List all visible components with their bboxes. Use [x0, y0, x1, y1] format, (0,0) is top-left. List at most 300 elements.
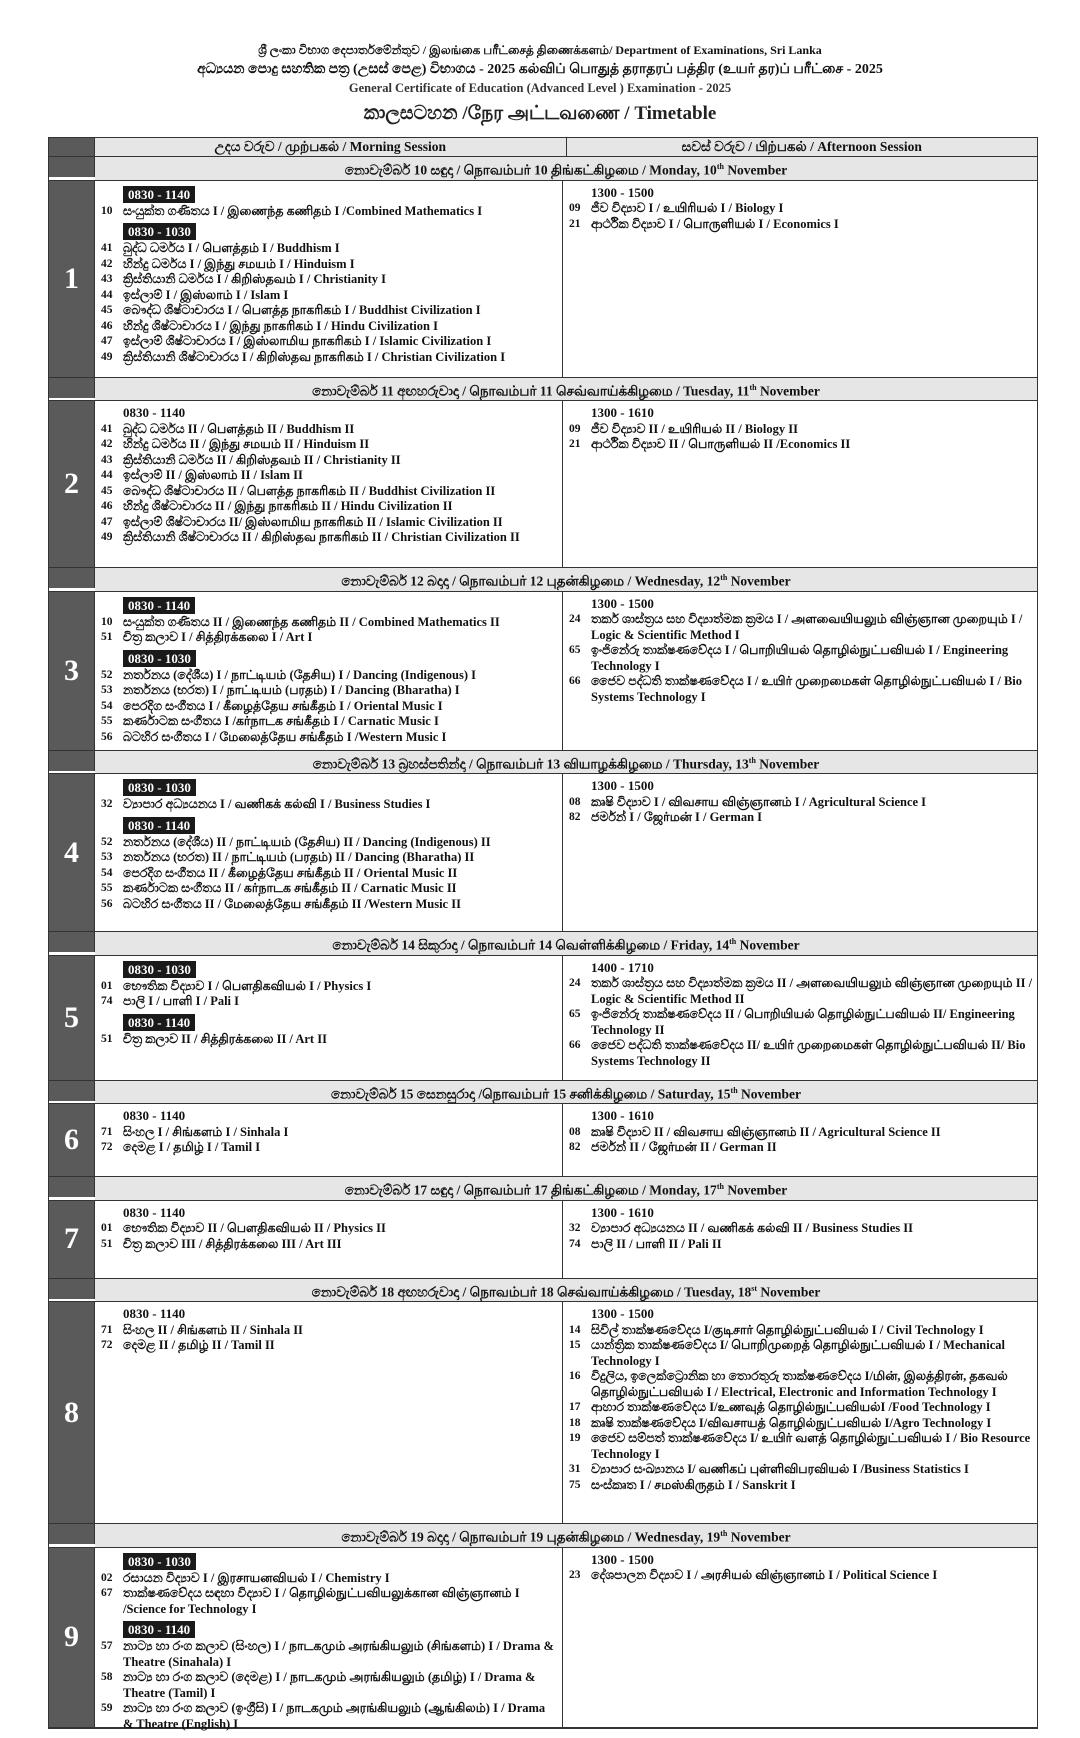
subject-code: 55	[101, 715, 113, 727]
number-column-spacer	[49, 157, 95, 177]
subject-item	[101, 1701, 558, 1732]
subject-item	[101, 866, 558, 882]
afternoon-cell	[562, 774, 1037, 931]
subject-item	[101, 668, 558, 684]
subject-item	[569, 1140, 1033, 1156]
day-block	[49, 592, 1037, 751]
time-slot: 0830 - 1030	[123, 650, 196, 667]
date-text: නොවැම්බර් 10 සඳුදා / நொவம்பர் 10 திங்கட்கிழமை / Monday, 10	[344, 162, 717, 178]
day-number: 4	[49, 774, 95, 931]
subject-item	[569, 1400, 1033, 1416]
time-slot: 0830 - 1140	[123, 1306, 186, 1321]
morning-cell	[95, 1302, 562, 1523]
subject-name: ජෛව පද්ධති තාක්ෂණවේදය I / உயிர் முறைமைகள் தொழில்நுட்பவியல் I / Bio Systems Technology I	[591, 674, 1023, 704]
number-column-spacer	[49, 1524, 95, 1544]
subject-code: 72	[101, 1339, 113, 1351]
subject-name: පාලි II / பாளி II / Pali II	[591, 1236, 722, 1251]
subject-code: 51	[101, 1032, 113, 1045]
afternoon-session-header: සවස් වරුව / பிற்பகல் / Afternoon Session	[566, 138, 1038, 156]
subject-code: 01	[101, 1222, 113, 1234]
day-block	[49, 956, 1037, 1081]
subject-code: 55	[101, 882, 113, 894]
subject-name: සිවිල් තාක්ෂණවේදය I/குடிசார் தொழில்நுட்பவியல் I / Civil Technology I	[591, 1322, 984, 1337]
subject-item	[569, 217, 1033, 233]
subject-code: 23	[569, 1569, 581, 1581]
subject-item	[101, 683, 558, 699]
subject-name: නර්තනය (භරත) II / நாட்டியம் (பரதம்) II / Dancing (Bharatha) II	[123, 850, 475, 864]
subject-code: 08	[569, 1125, 581, 1138]
department-line: ශ්‍රී ලංකා විභාග දෙපාර්තමේන්තුව / இலங்கை பரீட்சைத் திணைக்களம்/ Department of Examinations, Sri Lanka	[258, 43, 822, 57]
number-column-spacer	[49, 1279, 95, 1299]
subject-code: 75	[569, 1478, 581, 1491]
day-header-row	[49, 157, 1037, 181]
number-column-spacer	[49, 568, 95, 588]
subject-item	[101, 1125, 558, 1141]
subject-item	[101, 1221, 558, 1237]
date-ordinal: th	[749, 382, 757, 392]
subject-code: 66	[569, 1039, 581, 1051]
subject-code: 54	[101, 699, 113, 712]
day-date-label	[95, 751, 1037, 774]
exam-title-local: අධ්‍යයන පොදු සහතික පත්‍ර (උසස් පෙළ) විභාගය - 2025 கல்விப் பொதுத் தராதரப் பத்திர (உயர் தர)ப் பரீட்சை - 2025	[197, 62, 883, 77]
subject-code: 01	[101, 979, 113, 992]
subject-name: රසායන විද්‍යාව I / இரசாயனவியல் I / Chemistry I	[123, 1570, 390, 1585]
date-text: නොවැම්බර් 12 බදාදා / நொவம்பர் 12 புதன்கிழமை / Wednesday, 12	[341, 573, 721, 589]
subject-item	[569, 1038, 1033, 1069]
subject-code: 71	[101, 1323, 113, 1336]
subject-name: බුද්ධ ධර්මය II / பௌத்தம் II / Buddhism II	[123, 421, 355, 436]
day-number: 3	[49, 592, 95, 750]
afternoon-cell	[562, 1302, 1037, 1523]
subject-name: ජර්මන් II / ஜேர்மன் II / German II	[591, 1140, 777, 1154]
subject-code: 09	[569, 422, 581, 435]
subject-code: 21	[569, 438, 581, 450]
subject-name: නර්තනය (දේශීය) I / நாட்டியம் (தேசிய) I / Dancing (Indigenous) I	[123, 667, 476, 682]
subject-item	[101, 257, 558, 273]
date-month: November	[756, 383, 820, 398]
subject-name: නාට්‍ය හා රංග කලාව (දෙමළ) I / நாடகமும் அரங்கியலும் (தமிழ்) I / Drama & Theatre (Tamil) I	[123, 1670, 536, 1700]
subject-code: 71	[101, 1125, 113, 1138]
day-date-label	[95, 568, 1037, 591]
subject-item	[101, 437, 558, 453]
time-slot: 0830 - 1140	[123, 1108, 186, 1123]
day-date-label	[95, 1524, 1037, 1547]
subject-code: 32	[101, 798, 113, 810]
subject-code: 65	[569, 1008, 581, 1020]
subject-code: 08	[569, 795, 581, 808]
date-month: November	[757, 1284, 821, 1299]
day-header-row	[49, 1279, 1037, 1303]
date-ordinal: th	[748, 755, 756, 765]
subject-name: සංස්කෘත I / சமஸ்கிருதம் I / Sanskrit I	[591, 1477, 796, 1492]
subject-item	[569, 1221, 1033, 1237]
day-header-row	[49, 1081, 1037, 1105]
subject-name: ජීව විද්‍යාව I / உயிரியல் I / Biology I	[591, 201, 784, 215]
subject-code: 41	[101, 422, 113, 435]
subject-name: විදුලිය, ඉලෙක්ට්‍රොනික හා තොරතුරු තාක්ෂණවේදය I/மின், இலத்திரன், தகவல் தொழில்நுட்பவியல் I / Electrical, Electronic and Information Technology I	[591, 1369, 1008, 1399]
subject-name: ඉස්ලාම් ශිෂ්ටාචාරය I / இஸ்லாமிய நாகரிகம் I / Islamic Civilization I	[123, 334, 492, 348]
subject-item	[101, 1338, 558, 1354]
subject-code: 52	[101, 835, 113, 848]
subject-item	[569, 612, 1033, 643]
subject-item	[101, 730, 558, 746]
time-slot: 1300 - 1500	[591, 1306, 654, 1321]
subject-code: 51	[101, 1237, 113, 1250]
subject-name: භෞතික විද්‍යාව I / பௌதிகவியல் I / Physics I	[123, 978, 372, 993]
group-spacer	[101, 219, 558, 221]
day-header-row	[49, 932, 1037, 956]
group-spacer	[101, 813, 558, 815]
subject-name: ආර්ථික විද්‍යාව II / பொருளியல் II /Economics II	[591, 437, 851, 451]
date-month: November	[737, 1086, 802, 1101]
subject-code: 42	[101, 257, 113, 270]
subject-item	[569, 1568, 1033, 1584]
subject-item	[101, 530, 558, 546]
subject-code: 49	[101, 531, 113, 543]
subject-name: පෙරදිග සංගීතය I / கீழைத்தேய சங்கீதம் I / Oriental Music I	[123, 698, 443, 713]
afternoon-cell	[562, 1548, 1037, 1727]
group-spacer	[101, 1617, 558, 1619]
date-ordinal: th	[720, 1529, 728, 1538]
subject-item	[569, 810, 1033, 826]
subject-name: බටහිර සංගීතය II / மேலைத்தேய சங்கீதம் II /Western Music II	[123, 896, 461, 911]
subject-name: කර්ණාටක සංගීතය II / கர்நாடக சங்கீதம் II / Carnatic Music II	[123, 881, 457, 895]
subject-item	[569, 1125, 1033, 1141]
subject-code: 10	[101, 204, 113, 217]
subject-item	[101, 1670, 558, 1701]
subject-code: 59	[101, 1702, 113, 1714]
subject-item	[101, 499, 558, 515]
subject-code: 17	[569, 1401, 581, 1413]
subject-item	[101, 1586, 558, 1617]
subject-code: 74	[101, 995, 113, 1007]
afternoon-cell	[562, 592, 1037, 750]
time-slot: 1300 - 1500	[591, 1551, 654, 1567]
subject-name: ආර්ථික විද්‍යාව I / பொருளியல் I / Economics I	[591, 216, 839, 231]
subject-item	[101, 1237, 558, 1253]
day-header-row	[49, 1524, 1037, 1548]
subject-code: 45	[101, 484, 113, 497]
subject-code: 24	[569, 613, 581, 625]
subject-name: බුද්ධ ධර්මය I / பௌத்தம் I / Buddhism I	[123, 241, 340, 255]
number-column-spacer	[49, 1177, 95, 1197]
morning-cell	[95, 401, 562, 567]
subject-item	[101, 835, 558, 851]
date-text: නොවැම්බර් 15 සෙනසුරාදා /நொவம்பர் 15 சனிக்கிழமை / Saturday, 15	[330, 1086, 731, 1101]
day-number: 9	[49, 1548, 95, 1727]
day-header-row	[49, 751, 1037, 775]
day-number: 5	[49, 956, 95, 1080]
afternoon-cell	[562, 181, 1037, 377]
subject-name: ඉස්ලාම් I / இஸ்லாம் I / Islam I	[123, 287, 289, 302]
subject-name: ව්‍යාපාර අධ්‍යයනය II / வணிகக் கல்வி II / Business Studies II	[591, 1221, 914, 1235]
subject-name: කෘෂි විද්‍යාව I / விவசாய விஞ்ஞானம் I / Agricultural Science I	[591, 794, 927, 809]
time-slot: 0830 - 1030	[123, 223, 196, 240]
subject-code: 44	[101, 469, 113, 481]
subject-code: 19	[569, 1432, 581, 1444]
time-slot: 0830 - 1030	[123, 1553, 196, 1570]
time-slot: 1300 - 1500	[591, 595, 654, 611]
morning-cell	[95, 181, 562, 377]
date-ordinal: th	[716, 162, 724, 171]
session-header-row	[49, 138, 1037, 157]
subject-name: චිත්‍ර කලාව I / சித்திரக்கலை I / Art I	[123, 630, 313, 644]
subject-item	[101, 288, 558, 304]
subject-code: 10	[101, 615, 113, 628]
date-month: November	[736, 937, 800, 953]
group-spacer	[101, 1010, 558, 1012]
morning-cell	[95, 592, 562, 750]
subject-item	[101, 1571, 558, 1587]
subject-name: බටහිර සංගීතය I / மேலைத்தேய சங்கீதம் I /Western Music I	[123, 729, 447, 744]
morning-cell	[95, 1548, 562, 1731]
subject-name: නර්තනය (භරත) I / நாட்டியம் (பரதம்) I / Dancing (Bharatha) I	[123, 683, 460, 697]
subject-item	[101, 699, 558, 715]
number-column-spacer	[49, 378, 95, 398]
subject-code: 15	[569, 1339, 581, 1351]
timetable-title: කාලසටහන /நேர அட்டவணை / Timetable	[363, 103, 717, 124]
subject-name: බෞද්ධ ශිෂ්ටාචාරය I / பௌத்த நாகரிகம் I / Buddhist Civilization I	[123, 303, 481, 317]
subject-name: හින්දු ධර්මය II / இந்து சமயம் II / Hinduism II	[123, 437, 370, 451]
subject-item	[569, 1462, 1033, 1478]
subject-name: ජර්මන් I / ஜேர்மன் I / German I	[591, 810, 763, 824]
day-block	[49, 1201, 1037, 1279]
day-block	[49, 401, 1037, 568]
number-column-spacer	[49, 932, 95, 952]
subject-code: 45	[101, 304, 113, 316]
subject-code: 52	[101, 668, 113, 681]
day-number: 6	[49, 1104, 95, 1176]
subject-name: දෙමළ II / தமிழ் II / Tamil II	[123, 1338, 275, 1352]
subject-item	[101, 994, 558, 1010]
subject-name: සංයුක්ත ගණිතය I / இணைந்த கணிதம் I /Combined Mathematics I	[123, 203, 483, 218]
date-text: නොවැම්බර් 17 සඳුදා / நொவம்பர் 17 திங்கட்கிழமை / Monday, 17	[344, 1182, 717, 1198]
time-slot: 0830 - 1140	[123, 1621, 195, 1638]
subject-item	[101, 319, 558, 335]
time-slot: 1300 - 1610	[591, 405, 654, 420]
morning-cell	[95, 774, 562, 931]
subject-name: ආහාර තාක්ෂණවේදය I/உணவுத் தொழில்நுட்பவியல்I /Food Technology I	[591, 1400, 991, 1414]
subject-item	[569, 1478, 1033, 1494]
subject-name: දෙමළ I / தமிழ் I / Tamil I	[123, 1140, 261, 1154]
day-date-label	[95, 1081, 1037, 1104]
subject-code: 65	[569, 644, 581, 656]
subject-item	[101, 1140, 558, 1156]
subject-item	[101, 714, 558, 730]
time-slot: 0830 - 1140	[123, 817, 195, 834]
day-date-label	[95, 1177, 1037, 1200]
group-spacer	[101, 646, 558, 648]
subject-item	[569, 201, 1033, 217]
date-ordinal: st	[751, 1283, 757, 1293]
subject-code: 58	[101, 1671, 113, 1683]
date-month: November	[727, 573, 791, 589]
subject-name: ක්‍රිස්තියානි ධර්මය I / கிறிஸ்தவம் I / Christianity I	[123, 272, 387, 286]
day-number: 7	[49, 1201, 95, 1278]
subject-item	[569, 422, 1033, 438]
date-month: November	[723, 1182, 788, 1198]
subject-name: කෘෂි විද්‍යාව II / விவசாய விஞ்ஞானம் II / Agricultural Science II	[591, 1124, 941, 1139]
subject-item	[101, 515, 558, 531]
subject-name: ක්‍රිස්තියානි ශිෂ්ටාචාරය I / கிறிஸ்தவ நாகரிகம் I / Christian Civilization I	[123, 349, 506, 364]
subject-code: 46	[101, 319, 113, 332]
subject-item	[101, 334, 558, 350]
day-header-row	[49, 568, 1037, 592]
subject-item	[101, 350, 558, 366]
subject-item	[569, 1416, 1033, 1432]
subject-code: 47	[101, 335, 113, 347]
subject-name: ජීව විද්‍යාව II / உயிரியல் II / Biology II	[591, 421, 798, 436]
afternoon-cell	[562, 1201, 1037, 1278]
subject-code: 51	[101, 631, 113, 643]
subject-code: 09	[569, 202, 581, 214]
afternoon-cell	[562, 1104, 1037, 1176]
subject-code: 46	[101, 500, 113, 512]
subject-name: නාට්‍ය හා රංග කලාව (සිංහල) I / நாடகமும் அரங்கியலும் (சிங்களம்) I / Drama & Theatre (Sinahala) I	[123, 1639, 554, 1669]
subject-code: 43	[101, 453, 113, 466]
day-block	[49, 1548, 1037, 1731]
subject-code: 56	[101, 730, 113, 743]
subject-code: 82	[569, 1141, 581, 1153]
number-column-header	[49, 138, 95, 156]
subject-name: ව්‍යාපාර සංඛ්‍යානය I/ வணிகப் புள்ளிவிபரவியல் I /Business Statistics I	[591, 1462, 969, 1476]
subject-code: 02	[101, 1571, 113, 1584]
subject-name: ජෛව සම්පත් තාක්ෂණවේදය I/ உயிர் வளத் தொழில்நுட்பவியல் I / Bio Resource Technology I	[591, 1431, 1031, 1461]
subject-code: 24	[569, 977, 581, 989]
exam-title-english: General Certificate of Education (Advanced Level ) Examination - 2025	[348, 81, 732, 95]
time-slot: 1300 - 1500	[591, 778, 654, 793]
time-slot: 1300 - 1610	[591, 1204, 654, 1220]
subject-item	[101, 897, 558, 913]
subject-name: කර්ණාටක සංගීතය I /கர்நாடக சங்கீதம் I / Carnatic Music I	[123, 714, 439, 728]
subject-name: බෞද්ධ ශිෂ්ටාචාරය II / பௌத்த நாகரிகம் II / Buddhist Civilization II	[123, 483, 496, 498]
subject-name: භෞතික විද්‍යාව II / பௌதிகவியல் II / Physics II	[123, 1221, 386, 1235]
time-slot: 1300 - 1500	[591, 184, 654, 200]
subject-name: දේශපාලන විද්‍යාව I / அரசியல் விஞ்ஞானம் I / Political Science I	[591, 1568, 938, 1582]
subject-name: තර්ක ශාස්ත්‍රය සහ විද්‍යාත්මක ක්‍රමය I / அளவையியலும் விஞ்ஞான முறையும் I / Logic & Scientific Method I	[591, 612, 1023, 642]
subject-item	[569, 1007, 1033, 1038]
subject-code: 43	[101, 273, 113, 285]
date-text: නොවැම්බර් 11 අඟහරුවාදා / நொவம்பர் 11 செவ்வாய்க்கிழமை / Tuesday, 11	[312, 383, 750, 398]
subject-item	[101, 422, 558, 438]
subject-name: සිංහල I / சிங்களம் I / Sinhala I	[123, 1124, 289, 1139]
date-month: November	[755, 756, 820, 771]
subject-code: 82	[569, 811, 581, 823]
subject-code: 44	[101, 288, 113, 301]
subject-item	[101, 484, 558, 500]
time-slot: 1400 - 1710	[591, 959, 654, 975]
subject-code: 54	[101, 866, 113, 879]
subject-name: චිත්‍ර කලාව II / சித்திரக்கலை II / Art II	[123, 1031, 327, 1046]
subject-item	[569, 1338, 1033, 1369]
subject-item	[101, 204, 558, 220]
subject-item	[101, 1639, 558, 1670]
morning-cell	[95, 1201, 562, 1278]
day-header-row	[49, 378, 1037, 402]
subject-name: හින්දු ධර්මය I / இந்து சமயம் I / Hinduism I	[123, 256, 355, 271]
subject-name: ඉස්ලාම් II / இஸ்லாம் II / Islam II	[123, 468, 303, 482]
subject-name: නර්තනය (දේශීය) II / நாட்டியம் (தேசிய) II / Dancing (Indigenous) II	[123, 834, 491, 849]
subject-name: සංයුක්ත ගණිතය II / இணைந்த கணிதம் II / Combined Mathematics II	[123, 614, 500, 629]
subject-name: සිංහල II / சிங்களம் II / Sinhala II	[123, 1322, 303, 1337]
subject-name: නාට්‍ය හා රංග කලාව (ඉංග්‍රීසි) I / நாடகமும் அரங்கியலும் (ஆங்கிலம்) I / Drama & Theatre (English) I	[123, 1701, 546, 1731]
subject-name: පාලි I / பாளி I / Pali I	[123, 994, 240, 1008]
day-header-row	[49, 1177, 1037, 1201]
day-number: 1	[49, 181, 95, 377]
time-slot: 0830 - 1140	[123, 1204, 186, 1220]
morning-cell	[95, 1104, 562, 1176]
date-text: නොවැම්බර් 13 බ්‍රහස්පතින්දා / நொவம்பர் 13 வியாழக்கிழமை / Thursday, 13	[312, 756, 749, 771]
subject-item	[101, 797, 558, 813]
day-date-label	[95, 1279, 1037, 1302]
subject-name: හින්දු ශිෂ්ටාචාරය I / இந்து நாகரிகம் I / Hindu Civilization I	[123, 318, 438, 333]
subject-code: 66	[569, 675, 581, 687]
subject-item	[101, 881, 558, 897]
time-slot: 0830 - 1030	[123, 961, 196, 978]
subject-item	[569, 795, 1033, 811]
subject-item	[569, 437, 1033, 453]
subject-item	[101, 468, 558, 484]
number-column-spacer	[49, 751, 95, 771]
time-slot: 0830 - 1140	[123, 597, 195, 614]
subject-name: ජෛව පද්ධති තාක්ෂණවේදය II/ உயிர் முறைமைகள் தொழில்நுட்பவியல் II/ Bio Systems Technology II	[591, 1038, 1026, 1068]
subject-name: කෘෂි තාක්ෂණවේදය I/விவசாயத் தொழில்நுட்பவியல் I/Agro Technology I	[591, 1415, 992, 1430]
subject-name: ව්‍යාපාර අධ්‍යයනය I / வணிகக் கல்வி I / Business Studies I	[123, 797, 431, 811]
subject-item	[101, 272, 558, 288]
subject-code: 31	[569, 1463, 581, 1475]
date-month: November	[727, 1529, 791, 1545]
subject-item	[101, 630, 558, 646]
day-date-label	[95, 378, 1037, 401]
subject-code: 67	[101, 1587, 113, 1599]
subject-code: 18	[569, 1416, 581, 1429]
subject-name: යාන්ත්‍රික තාක්ෂණවේදය I/ பொறிமுறைத் தொழில்நுட்பவியல் I / Mechanical Technology I	[591, 1338, 1005, 1368]
subject-item	[101, 979, 558, 995]
subject-name: පෙරදිග සංගීතය II / கீழைத்தேய சங்கீதம் II / Oriental Music II	[123, 865, 458, 880]
subject-name: චිත්‍ර කලාව III / சித்திரக்கலை III / Art III	[123, 1236, 342, 1251]
day-date-label	[95, 932, 1037, 955]
subject-code: 16	[569, 1370, 581, 1382]
time-slot: 1300 - 1610	[591, 1108, 654, 1123]
date-month: November	[723, 162, 788, 178]
subject-code: 74	[569, 1237, 581, 1250]
date-text: නොවැම්බර් 19 බදාදා / நொவம்பர் 19 புதன்கிழமை / Wednesday, 19	[341, 1529, 721, 1545]
subject-item	[569, 1431, 1033, 1462]
subject-item	[101, 615, 558, 631]
date-ordinal: th	[730, 1085, 738, 1095]
day-block	[49, 1104, 1037, 1177]
subject-item	[101, 1323, 558, 1339]
subject-name: තාක්ෂණවේදය සඳහා විද්‍යාව I / தொழில்நுட்பவியலுக்கான விஞ்ஞானம் I /Science for Technology I	[123, 1586, 520, 1616]
time-slot: 0830 - 1140	[123, 405, 186, 420]
date-ordinal: th	[720, 573, 728, 582]
subject-name: ඉංජිනේරු තාක්ෂණවේදය I / பொறியியல் தொழில்நுட்பவியல் I / Engineering Technology I	[591, 643, 1009, 673]
date-text: නොවැම්බර් 18 අඟහරුවාදා / நொவம்பர் 18 செவ்வாய்க்கிழமை / Tuesday, 18	[311, 1284, 752, 1299]
subject-item	[569, 1369, 1033, 1400]
subject-code: 21	[569, 217, 581, 230]
subject-name: හින්දු ශිෂ්ටාචාරය II / இந்து நாகரிகம் II / Hindu Civilization II	[123, 499, 453, 513]
subject-code: 47	[101, 515, 113, 528]
subject-item	[101, 303, 558, 319]
subject-item	[101, 850, 558, 866]
subject-name: ඉස්ලාම් ශිෂ්ටාචාරය II/ இஸ்லாமிய நாகரிகம் II / Islamic Civilization II	[123, 514, 503, 529]
day-block	[49, 774, 1037, 932]
subject-name: ක්‍රිස්තියානි ධර්මය II / கிறிஸ்தவம் II / Christianity II	[123, 452, 401, 467]
afternoon-cell	[562, 401, 1037, 567]
subject-item	[569, 1237, 1033, 1253]
subject-code: 53	[101, 684, 113, 696]
subject-item	[101, 1032, 558, 1048]
